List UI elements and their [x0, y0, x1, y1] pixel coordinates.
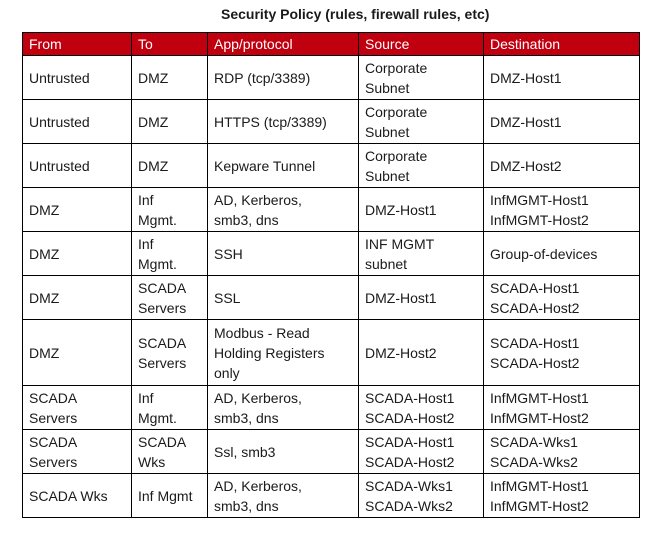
- app-protocol-cell: Modbus - Read Holding Registers only: [208, 320, 359, 386]
- from-cell: DMZ: [23, 232, 132, 276]
- destination-cell: Group-of-devices: [484, 232, 640, 276]
- source-cell: DMZ-Host2: [359, 320, 484, 386]
- to-cell: DMZ: [132, 144, 208, 188]
- from-cell: Untrusted: [23, 144, 132, 188]
- destination-cell: SCADA-Host1 SCADA-Host2: [484, 320, 640, 386]
- table-row: [23, 474, 640, 518]
- to-cell: Inf Mgmt: [132, 474, 208, 518]
- column-header-from: From: [23, 33, 132, 56]
- from-cell: DMZ: [23, 188, 132, 232]
- app-protocol-cell: HTTPS (tcp/3389): [208, 100, 359, 144]
- from-cell: SCADA Wks: [23, 474, 132, 518]
- app-protocol-cell: AD, Kerberos, smb3, dns: [208, 386, 359, 430]
- to-cell: DMZ: [132, 56, 208, 100]
- from-cell: DMZ: [23, 276, 132, 320]
- destination-cell: SCADA-Wks1 SCADA-Wks2: [484, 430, 640, 474]
- table-header-row: [23, 33, 640, 56]
- app-protocol-cell: Kepware Tunnel: [208, 144, 359, 188]
- table-row: [23, 188, 640, 232]
- from-cell: DMZ: [23, 320, 132, 386]
- destination-cell: DMZ-Host1: [484, 100, 640, 144]
- table-row: [23, 56, 640, 100]
- source-cell: Corporate Subnet: [359, 144, 484, 188]
- from-cell: SCADA Servers: [23, 386, 132, 430]
- source-cell: Corporate Subnet: [359, 56, 484, 100]
- source-cell: DMZ-Host1: [359, 276, 484, 320]
- table-row: [23, 276, 640, 320]
- page-title: Security Policy (rules, firewall rules, etc): [221, 6, 490, 22]
- table-row: [23, 386, 640, 430]
- app-protocol-cell: AD, Kerberos, smb3, dns: [208, 474, 359, 518]
- table-row: [23, 320, 640, 386]
- column-header-app-protocol: App/protocol: [208, 33, 359, 56]
- from-cell: SCADA Servers: [23, 430, 132, 474]
- to-cell: DMZ: [132, 100, 208, 144]
- destination-cell: SCADA-Host1 SCADA-Host2: [484, 276, 640, 320]
- table-row: [23, 430, 640, 474]
- to-cell: SCADA Wks: [132, 430, 208, 474]
- app-protocol-cell: SSH: [208, 232, 359, 276]
- app-protocol-cell: Ssl, smb3: [208, 430, 359, 474]
- table-row: [23, 232, 640, 276]
- destination-cell: DMZ-Host1: [484, 56, 640, 100]
- source-cell: SCADA-Wks1 SCADA-Wks2: [359, 474, 484, 518]
- destination-cell: InfMGMT-Host1 InfMGMT-Host2: [484, 474, 640, 518]
- table-row: [23, 144, 640, 188]
- column-header-destination: Destination: [484, 33, 640, 56]
- app-protocol-cell: AD, Kerberos, smb3, dns: [208, 188, 359, 232]
- to-cell: Inf Mgmt.: [132, 386, 208, 430]
- source-cell: SCADA-Host1 SCADA-Host2: [359, 386, 484, 430]
- source-cell: DMZ-Host1: [359, 188, 484, 232]
- app-protocol-cell: SSL: [208, 276, 359, 320]
- to-cell: SCADA Servers: [132, 276, 208, 320]
- destination-cell: InfMGMT-Host1 InfMGMT-Host2: [484, 188, 640, 232]
- column-header-to: To: [132, 33, 208, 56]
- column-header-source: Source: [359, 33, 484, 56]
- to-cell: Inf Mgmt.: [132, 188, 208, 232]
- from-cell: Untrusted: [23, 56, 132, 100]
- destination-cell: DMZ-Host2: [484, 144, 640, 188]
- table-row: [23, 100, 640, 144]
- to-cell: SCADA Servers: [132, 320, 208, 386]
- to-cell: Inf Mgmt.: [132, 232, 208, 276]
- app-protocol-cell: RDP (tcp/3389): [208, 56, 359, 100]
- source-cell: Corporate Subnet: [359, 100, 484, 144]
- security-policy-table: [22, 32, 640, 518]
- table-body: [23, 56, 640, 518]
- source-cell: SCADA-Host1 SCADA-Host2: [359, 430, 484, 474]
- destination-cell: InfMGMT-Host1 InfMGMT-Host2: [484, 386, 640, 430]
- from-cell: Untrusted: [23, 100, 132, 144]
- source-cell: INF MGMT subnet: [359, 232, 484, 276]
